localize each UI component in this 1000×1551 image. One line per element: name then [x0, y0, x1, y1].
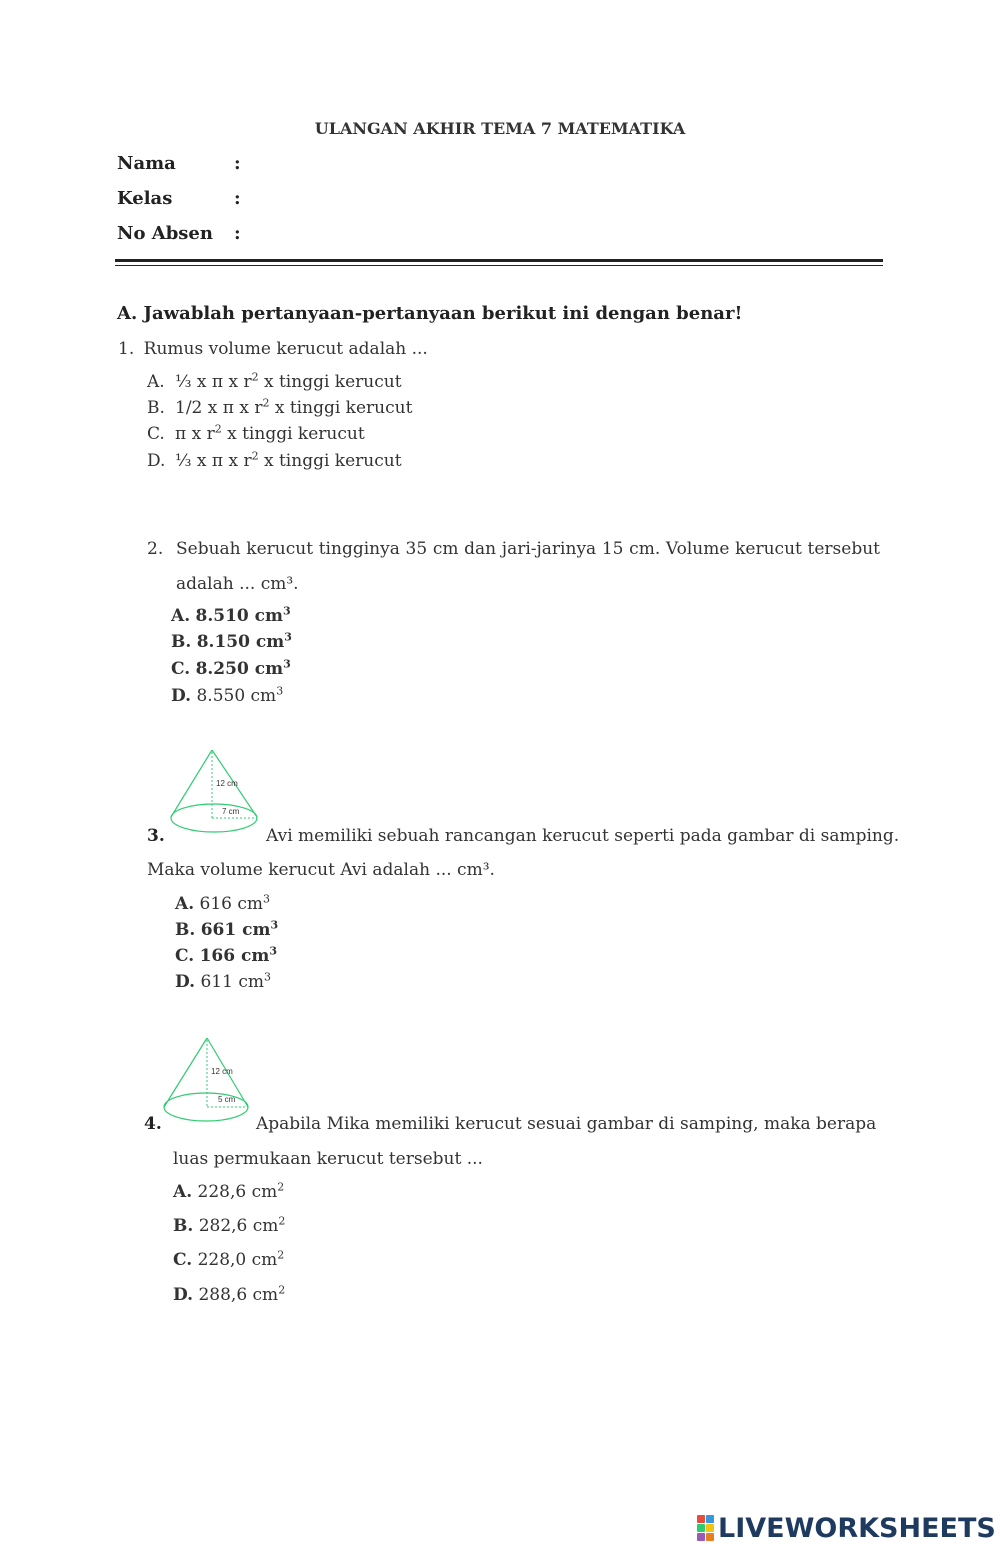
q3-option-d[interactable]: D. 611 $cm^3$ [175, 970, 271, 992]
cone-side [171, 750, 212, 817]
question-2-line-1: Sebuah kerucut tingginya 35 cm dan jari-jarinya 15 cm. Volume kerucut tersebut [176, 539, 880, 559]
question-number: 3. [147, 826, 165, 846]
radius-label: 7 cm [222, 807, 240, 816]
q4-option-c[interactable]: C. 228,0 $cm^2$ [173, 1248, 285, 1270]
page-title: ULANGAN AKHIR TEMA 7 MATEMATIKA [314, 119, 686, 138]
logo-square [706, 1524, 714, 1532]
question-number: 2. [147, 539, 164, 559]
field-label-kelas: Kelas [117, 188, 173, 209]
q4-option-a[interactable]: A. 228,6 $cm^2$ [173, 1180, 285, 1202]
field-colon: : [234, 153, 241, 174]
q1-option-d[interactable]: D. ⅓ x π x $r^2$ x tinggi kerucut [147, 449, 402, 471]
question-2-line-2: adalah ... cm³. [176, 574, 299, 594]
field-colon: : [234, 223, 241, 244]
height-label: 12 cm [211, 1067, 233, 1076]
q2-option-b[interactable]: B. 8.150 $cm^3$ [171, 630, 292, 652]
question-3-line-2: Maka volume kerucut Avi adalah ... cm³. [147, 860, 495, 880]
field-label-no-absen: No Absen [117, 223, 213, 244]
q2-option-a[interactable]: A. 8.510 $cm^3$ [171, 604, 291, 626]
q1-option-a[interactable]: A. ⅓ x π x $r^2$ x tinggi kerucut [147, 370, 402, 392]
q2-option-d[interactable]: D. 8.550 $cm^3$ [171, 684, 284, 706]
q4-option-d[interactable]: D. 288,6 $cm^2$ [173, 1283, 286, 1305]
section-heading: A. Jawablah pertanyaan-pertanyaan berikut ini dengan benar! [117, 303, 743, 324]
q2-option-c[interactable]: C. 8.250 $cm^3$ [171, 657, 291, 679]
q1-option-c[interactable]: C. π x $r^2$ x tinggi kerucut [147, 422, 365, 444]
q3-option-a[interactable]: A. 616 $cm^3$ [175, 892, 271, 914]
question-text: Rumus volume kerucut adalah ... [143, 339, 428, 359]
divider [115, 259, 883, 262]
logo-square [706, 1515, 714, 1523]
logo-square [697, 1515, 705, 1523]
logo-square [697, 1524, 705, 1532]
field-label-nama: Nama [117, 153, 176, 174]
question-3-line-1: Avi memiliki sebuah rancangan kerucut seperti pada gambar di samping. [266, 826, 900, 846]
question-4-line-1: Apabila Mika memiliki kerucut sesuai gambar di samping, maka berapa [256, 1114, 877, 1134]
question-number: 4. [144, 1114, 162, 1134]
question-number: 1. [118, 339, 135, 359]
divider [115, 265, 883, 266]
q1-option-b[interactable]: B. 1/2 x π x $r^2$ x tinggi kerucut [147, 396, 413, 418]
height-label: 12 cm [216, 779, 238, 788]
logo-square [706, 1533, 714, 1541]
logo-text: LIVEWORKSHEETS [718, 1512, 996, 1544]
cone-side [164, 1038, 207, 1107]
radius-label: 5 cm [218, 1095, 236, 1104]
question-4-line-2: luas permukaan kerucut tersebut ... [173, 1149, 483, 1169]
logo-icon [697, 1515, 714, 1541]
liveworksheets-logo [697, 1513, 996, 1543]
question-1 [118, 339, 428, 359]
logo-square [697, 1533, 705, 1541]
cone-figure-q4 [160, 1032, 256, 1127]
cone-figure-q3 [168, 744, 268, 838]
q4-option-b[interactable]: B. 282,6 $cm^2$ [173, 1214, 286, 1236]
q3-option-c[interactable]: C. 166 $cm^3$ [175, 944, 277, 966]
field-colon: : [234, 188, 241, 209]
q3-option-b[interactable]: B. 661 $cm^3$ [175, 918, 279, 940]
